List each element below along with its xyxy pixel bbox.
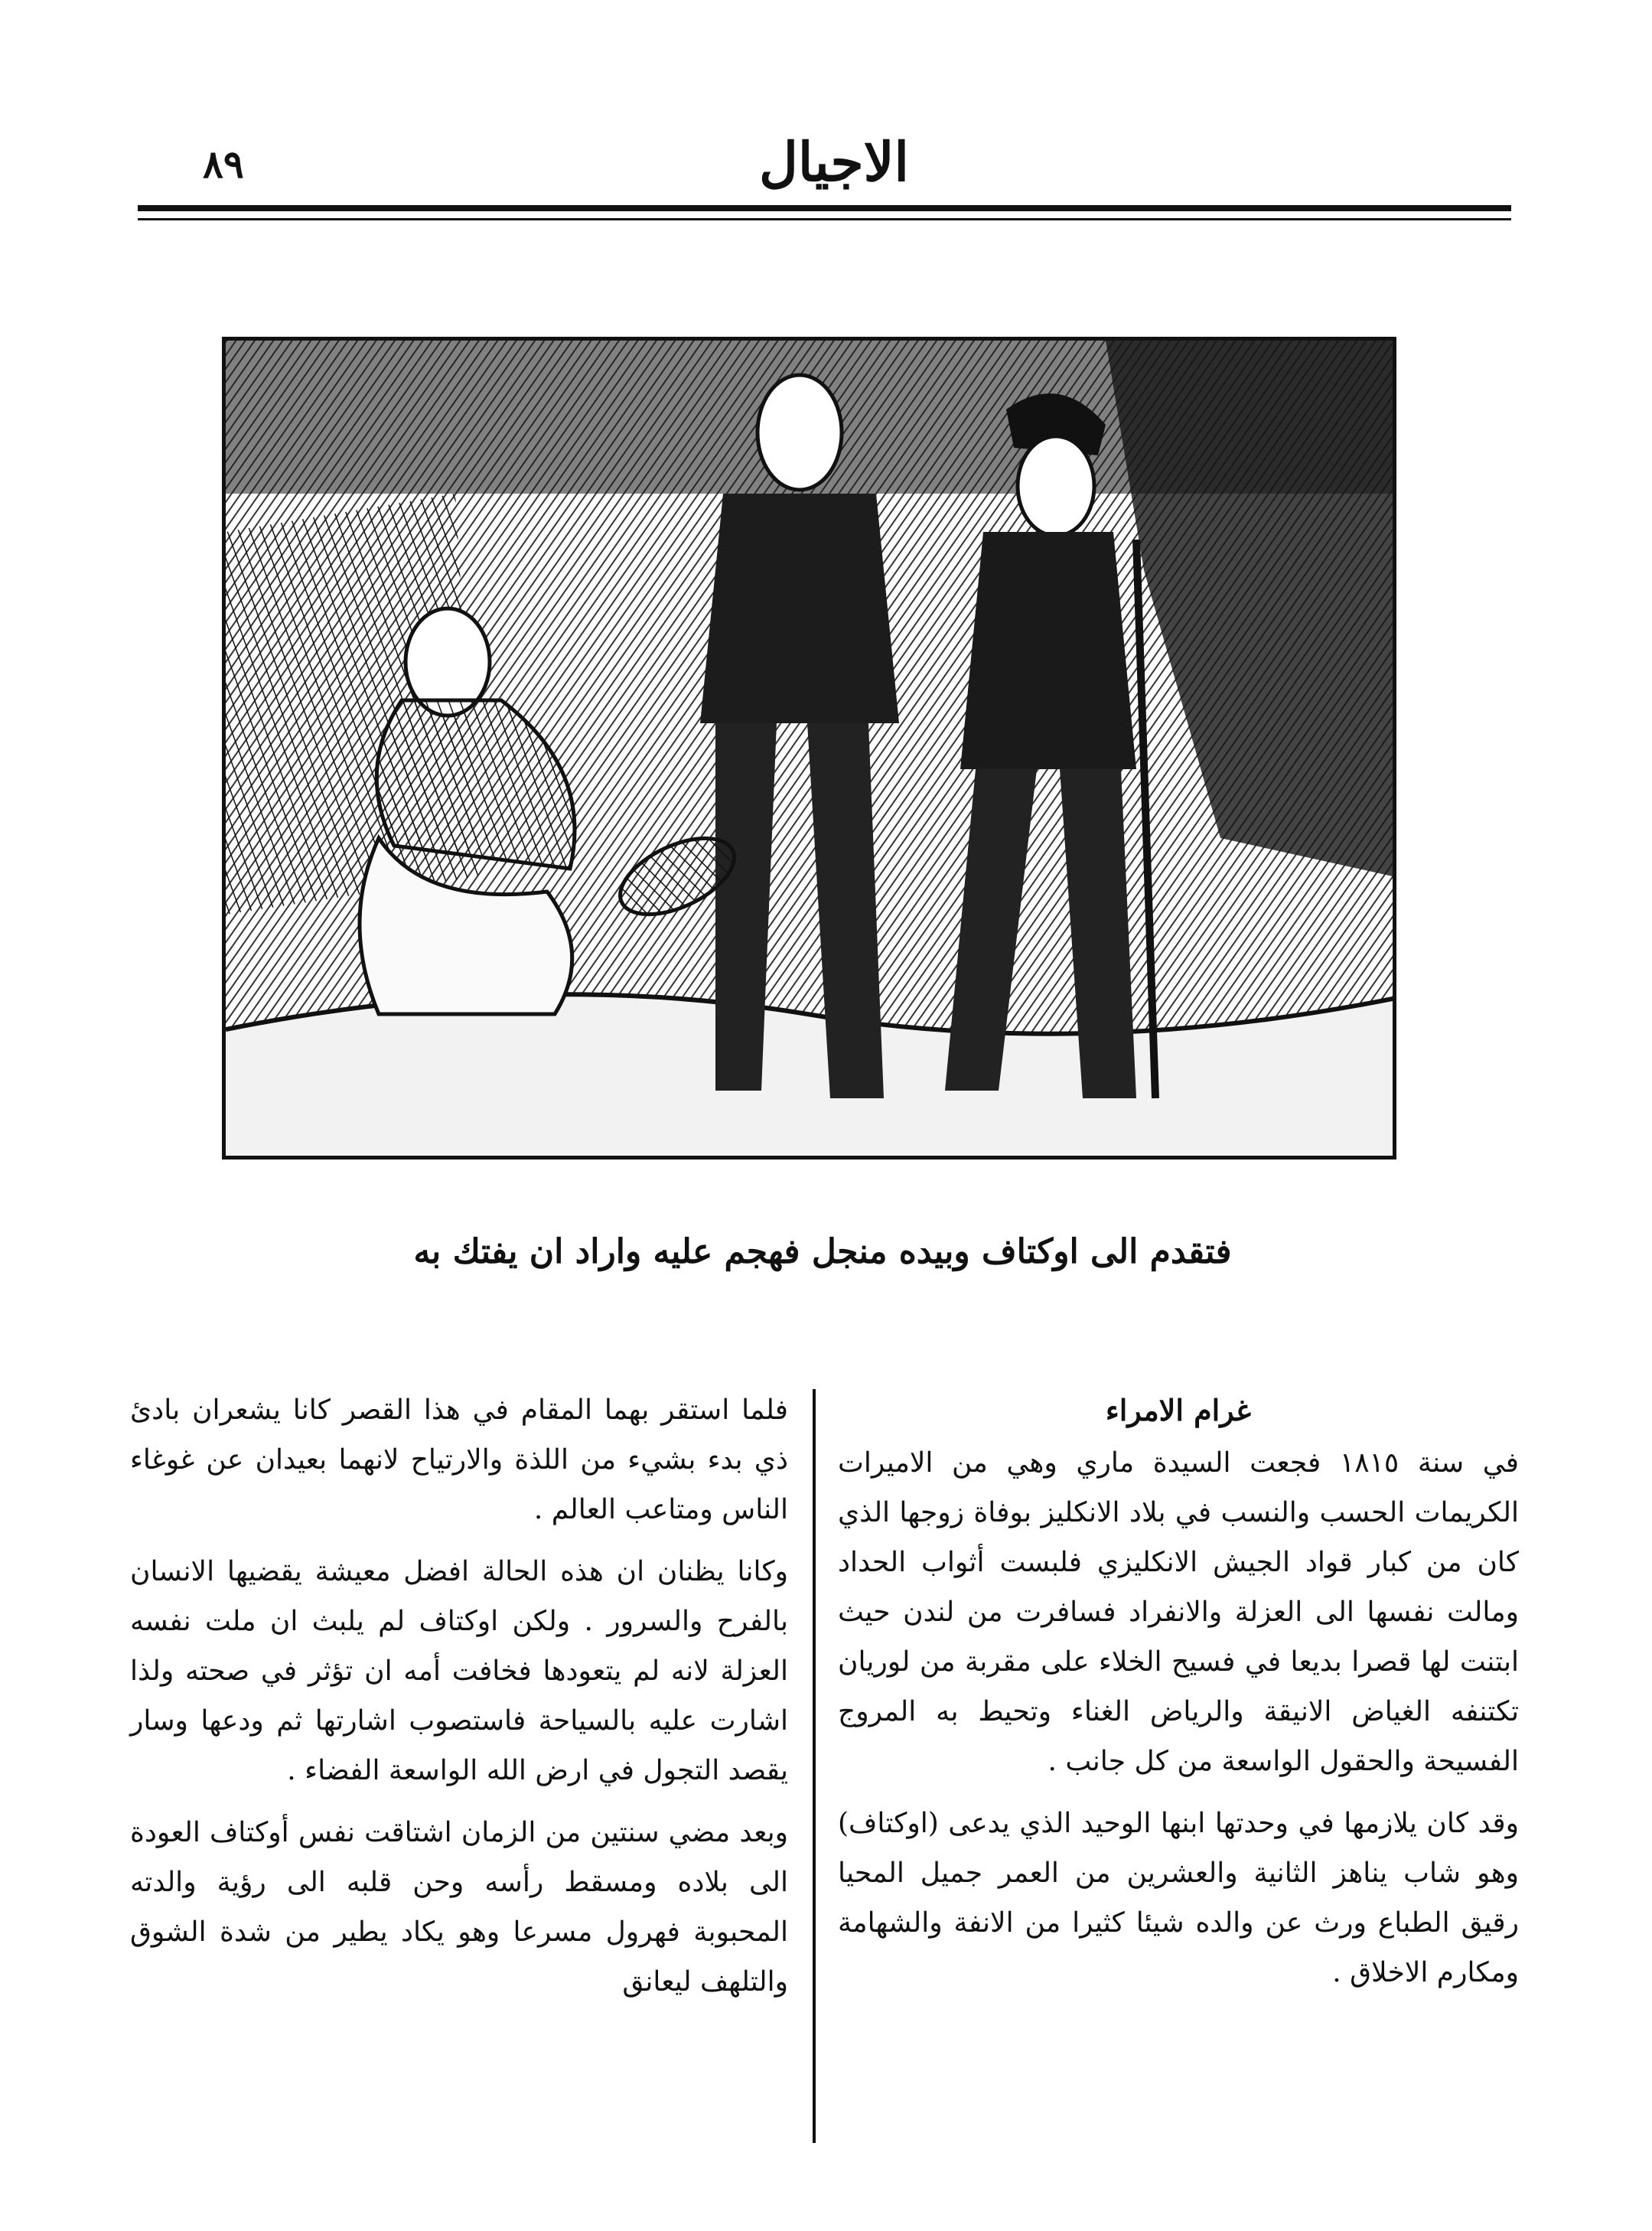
right-column [838,1385,1519,2010]
illustration-caption: فتقدم الى اوكتاف وبيده منجل فهجم عليه واراد ان يفتك به [413,1232,1232,1271]
engraving-illustration [222,337,1396,1160]
header-rule-thick [138,205,1511,211]
paragraph: في سنة ١٨١٥ فجعت السيدة ماري وهي من الاميرات الكريمات الحسب والنسب في بلاد الانكليز بوفاة زوجها الذي كان من كبار قواد الجيش الانكليزي فلبست أثواب الحداد ومالت نفسها الى العزلة والانفراد فسافرت من لندن حيث ابتنت لها قصرا بديعا في فسيح الخلاء على مقربة من لوريان تكتنفه الغياض الانيقة والرياض الغناء وتحيط به المروج الفسيحة والحقول الواسعة من كل جانب . [838,1447,1520,1777]
paragraph: فلما استقر بهما المقام في هذا القصر كانا يشعران بادئ ذي بدء بشيء من اللذة والارتياح لانهما بعيدان عن غوغاء الناس ومتاعب العالم . [130,1394,788,1525]
engraving-drawing [226,341,1393,1156]
paragraph: وبعد مضي سنتين من الزمان اشتاقت نفس أوكتاف العودة الى بلاده ومسقط رأسه وحن قلبه الى رؤية والدته المحبوبة فهرول مسرعا وهو يكاد يطير من شدة الشوق والتلهف ليعانق [130,1817,788,1998]
article-heading: غرام الامراء [1105,1393,1252,1427]
header-rule-thin [138,218,1511,220]
left-column [130,1385,788,2019]
paragraph: وكانا يظنان ان هذه الحالة افضل معيشة يقضيها الانسان بالفرح والسرور . ولكن اوكتاف لم يلبث ان ملت نفسه العزلة لانه لم يتعودها فخافت أمه ان تؤثر في صحته ولذا اشارت عليه بالسياحة فاستصوب اشارتها ثم ودعها وسار يقصد التجول في ارض الله الواسعة الفضاء . [130,1556,788,1786]
paragraph: وقد كان يلازمها في وحدتها ابنها الوحيد الذي يدعى (اوكتاف) وهو شاب يناهز الثانية والعشرين من العمر جميل المحيا رقيق الطباع ورث عن والده شيئا كثيرا من الانفة والشهامة ومكارم الاخلاق . [838,1808,1519,1988]
column-divider [813,1389,816,2143]
page-number: ٨٩ [203,142,244,187]
journal-title: الاجيال [759,130,909,194]
